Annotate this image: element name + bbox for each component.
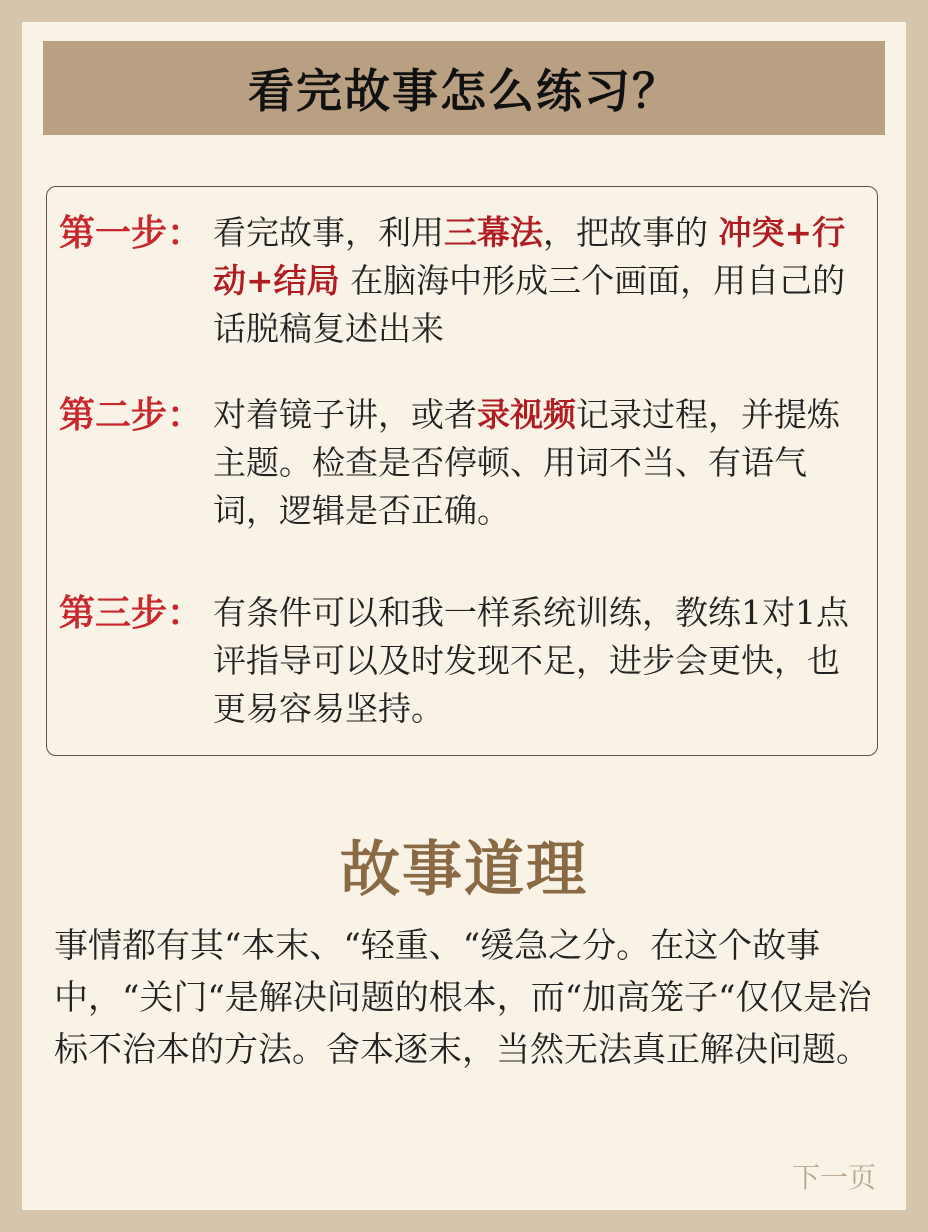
highlight-text: 冲突+行动+结局 xyxy=(213,213,846,300)
step-label: 第三步： xyxy=(59,592,204,634)
section-title: 故事道理 xyxy=(340,835,588,905)
step-label: 第一步： xyxy=(59,212,204,254)
highlight-text: 录视频 xyxy=(477,395,576,434)
step-text xyxy=(213,391,861,535)
highlight-text: 三幕法 xyxy=(444,213,543,252)
step-text-segment: ，把故事的 xyxy=(543,213,719,252)
steps-box xyxy=(46,186,878,756)
step-text-segment: 有条件可以和我一样系统训练，教练1对1点评指导可以及时发现不足，进步会更快，也更易容易坚持。 xyxy=(213,593,849,728)
step-text-segment: 记录过程，并提炼主题。检查是否停顿、用词不当、有语气词，逻辑是否正确。 xyxy=(213,395,840,530)
page-frame xyxy=(22,22,906,1210)
moral-paragraph: 事情都有其“本末、“轻重、“缓急之分。在这个故事中，“关门“是解决问题的根本，而“加高笼子“仅仅是治标不治本的方法。舍本逐末，当然无法真正解决问题。 xyxy=(54,926,872,1070)
step-text-segment: 看完故事，利用 xyxy=(213,213,444,252)
step-text-segment: 对着镜子讲，或者 xyxy=(213,395,477,434)
next-page-link[interactable]: 下一页 xyxy=(791,1161,876,1194)
page-title: 看完故事怎么练习？ xyxy=(248,64,680,118)
step-label: 第二步： xyxy=(59,394,204,436)
step-text xyxy=(213,209,861,353)
step-text-segment: 在脑海中形成三个画面，用自己的话脱稿复述出来 xyxy=(213,261,846,348)
title-banner xyxy=(43,41,885,135)
step-text xyxy=(213,589,861,733)
